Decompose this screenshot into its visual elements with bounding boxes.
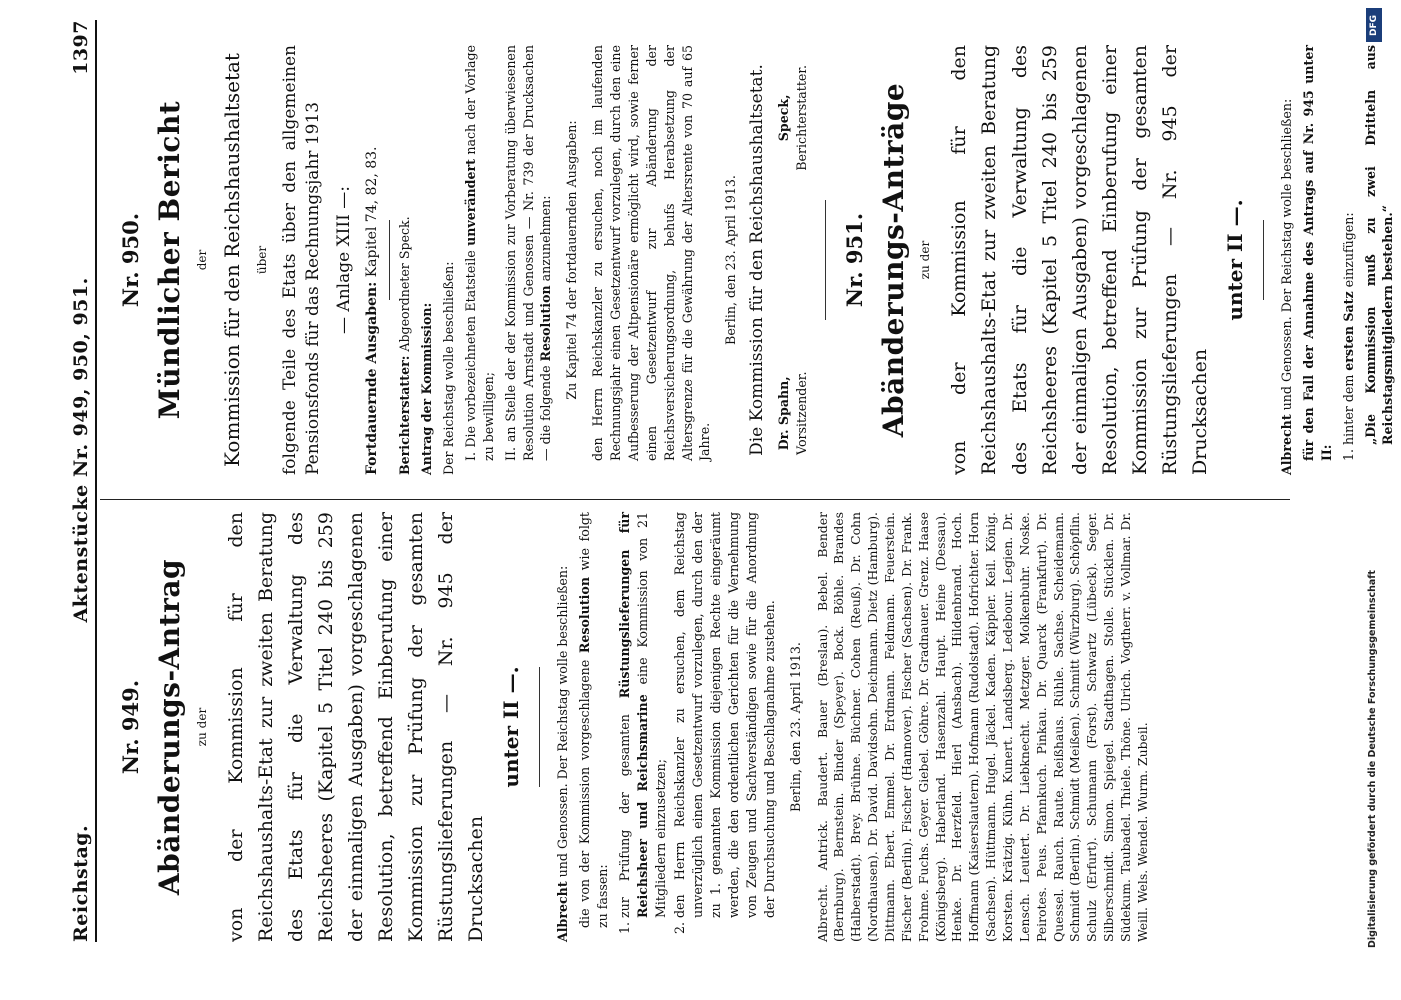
page-header — [62, 20, 92, 942]
nr-951-fall: für den Fall der Annahme des Antrags auf Nr. 945 unter II: — [1300, 45, 1334, 461]
column-divider — [100, 499, 1290, 500]
nr-950-anlage: — Anlage XIII —: — [333, 186, 354, 334]
nr-951-quote: „Die Kommission muß zu zwei Dritteln aus Reichstagsmitgliedern bestehen.“ — [1362, 45, 1396, 445]
nr-950-berichterstatter: Berichterstatter: Abgeordneter Speck. — [397, 216, 413, 475]
left-column — [110, 512, 1152, 942]
nr-950-signatures — [775, 65, 811, 455]
separator — [539, 667, 540, 787]
nr-950-kommission-sign: Die Kommission für den Reichshaushaltsetat. — [747, 64, 768, 456]
separator-3 — [825, 200, 826, 320]
signature-speck: Speck, Berichterstatter. — [776, 65, 809, 171]
right-column — [110, 45, 1401, 475]
nr-949-unter: unter II —. — [498, 666, 523, 788]
nr-949-body: von der Kommission für den Reichshaushalts-Etat zur zweiten Beratung des Etats für die Verwaltung des Reichsheeres (Kapitel 5 Titel 240 bis 259 der einmaligen Ausgaben) vorgeschlagenen Resolution, betreffend Einberufung einer Kommission zur Prüfung der gesamten Rüstungslieferungen — Nr. 945 der Drucksachen — [224, 512, 487, 942]
nr-950-fortdauernde: Fortdauernde Ausgaben: Kapitel 74, 82, 83. — [364, 146, 381, 475]
nr-951-body: von der Kommission für den Reichshaushalts-Etat zur zweiten Beratung des Etats für die Verwaltung des Reichsheeres (Kapitel 5 Titel 240 bis 259 der einmaligen Ausgaben) vorgeschlagenen Resolution, betreffend Einberufung einer Kommission zur Prüfung der gesamten Rüstungslieferungen — Nr. 945 der Drucksachen — [948, 45, 1211, 475]
nr-949-resolution-intro: die von der Kommission vorgeschlagene Resolution wie folgt zu fassen: — [577, 512, 610, 928]
nr-951-zu-der: zu der — [918, 240, 933, 280]
signature-spahn: Dr. Spahn, Vorsitzender. — [776, 371, 809, 455]
nr-950-topic: folgende Teile des Etats über den allgemeinen Pensionsfonds für das Rechnungsjahr 1913 — [279, 45, 323, 475]
nr-950-item-I: I. Die vorbezeichneten Etatsteile unverändert nach der Vorlage zu bewilligen; — [462, 45, 496, 461]
nr-949-zu-der: zu der — [194, 707, 209, 747]
nr-949-item-1: 1. zur Prüfung der gesamten Rüstungslieferungen für Reichsheer und Reichsmarine eine Kommission von 21 Mitgliedern einzusetzen; — [616, 512, 670, 918]
page-number: 1397 — [70, 20, 92, 75]
nr-950-resolution-text: den Herrn Reichskanzler zu ersuchen, noch im laufenden Rechnungsjahr einen Gesetzentwurf vorzulegen, durch den eine Aufbesserung der Altpensionäre ermöglicht wird, sowie ferner einen Gesetzentwurf zur Abänderung der Reichsversicherungsordnung, behufs Herabsetzung der Altersgrenze für die Gewährung der Altersrente von 70 auf 65 Jahre. — [590, 45, 713, 461]
nr-949-items — [616, 512, 779, 918]
nr-951-title: Abänderungs-Anträge — [876, 82, 910, 438]
separator-4 — [1263, 220, 1264, 300]
nr-950-kapitel: Zu Kapitel 74 der fortdauernden Ausgaben: — [564, 120, 580, 400]
nr-950-ueber: über — [254, 245, 269, 275]
nr-950-heading: Nr. 950. — [118, 212, 143, 308]
nr-950-kommission: Kommission für den Reichshaushaltsetat — [219, 53, 244, 467]
dfg-credit-strip — [1366, 8, 1382, 988]
nr-950-der: der — [194, 249, 209, 271]
nr-949-item-2: 2. den Herrn Reichskanzler zu ersuchen, dem Reichstag unverzüglich einen Gesetzentwurf vorzulegen, durch den der zu 1. genannten Kommission diejenigen Rechte eingeräumt werden, die den ordentlichen Gerichten für die Vernehmung von Zeugen und Sachverständigen sowie für die Anordnung der Durchsuchung und Beschlagnahme zustehen. — [671, 512, 778, 918]
nr-949-heading: Nr. 949. — [118, 679, 143, 775]
nr-950-date: Berlin, den 23. April 1913. — [723, 175, 739, 345]
dfg-logo: DFG — [1366, 8, 1382, 42]
separator-2 — [389, 220, 390, 300]
nr-949-date: Berlin, den 23. April 1913. — [787, 642, 803, 812]
nr-950-item-II: II. an Stelle der der Kommission zur Vorberatung überwiesenen Resolution Arnstadt und Genossen — Nr. 739 der Drucksachen — die folgende Resolution anzunehmen: — [502, 45, 554, 461]
header-left: Reichstag. — [70, 824, 92, 942]
header-title: Aktenstücke Nr. 949, 950, 951. — [70, 277, 92, 623]
nr-950-beschliessen: Der Reichstag wolle beschließen: — [441, 261, 457, 475]
nr-949-signers: Albrecht. Antrick. Baudert. Bauer (Breslau). Bebel. Bender (Bernburg). Bernstein. Binder (Speyer). Bock. Böhle. Brandes (Halberstadt). Brey. Brühne. Büchner. Cohen (Reuß). Dr. Cohn (Nordhausen). Dr. David. Davidsohn. Deichmann. Dietz (Hamburg). Dittmann. Ebert. Emmel. Dr. Erdmann. Feldmann. Feuerstein. Fischer (Berlin). Fischer (Hannover). Fischer (Sachsen). Dr. Frank. Frohme. Fuchs. Geyer. Giebel. Göhre. Dr. Gradnauer. Grenz. Haase (Königsberg). Haberland. Hasenzahl. Haupt. Heine (Dessau). Henke. Dr. Herzfeld. Hierl (Ansbach). Hildenbrand. Hoch. Hoffmann (Kaiserslautern). Hofmann (Rudolstadt). Hofrichter. Horn (Sachsen). Hüttmann. Hugel. Jäckel. Kaden. Käppler. Keil. König. Korsten. Krätzig. Kühn. Kunert. Landsberg. Ledebour. Legien. Dr. Lensch. Leutert. Dr. Liebknecht. Metzger. Molkenbuhr. Noske. Peirotes. Peus. Pfannkuch. Pinkau. Dr. Quarck (Frankfurt). Dr. Quessel. Rauch. Raute. Reißhaus. Rühle. Sachse. Scheidemann. Schmidt (Berlin). Schmidt (Meißen). Schmitt (Würzburg). Schöpflin. Schulz (Erfurt). Schumann (Forst). Schwartz (Lübeck). Seger. Silberschmidt. Simon. Spiegel. Stadthagen. Stolle. Stücklen. Dr. Südekum. Taubadel. Thiele. Thöne. Ulrich. Vogtherr. v. Vollmar. Dr. Weill. Wels. Wendel. Wurm. Zubeil. — [814, 512, 1150, 942]
nr-951-intro: Albrecht und Genossen. Der Reichstag wolle beschließen: — [1279, 98, 1294, 475]
dfg-credit-text: Digitalisierung gefördert durch die Deutsche Forschungsgemeinschaft — [1367, 570, 1378, 948]
nr-950-title: Mündlicher Bericht — [152, 100, 186, 420]
nr-951-unter: unter II —. — [1222, 199, 1247, 321]
nr-950-antrag-label: Antrag der Kommission: — [419, 302, 435, 475]
nr-951-heading: Nr. 951. — [841, 212, 867, 308]
nr-949-title: Abänderungs-Antrag — [152, 558, 186, 896]
header-rule — [95, 20, 97, 942]
nr-951-item-1: 1. hinter dem ersten Satz einzufügen: — [1340, 212, 1356, 461]
nr-949-intro: Albrecht und Genossen. Der Reichstag wolle beschließen: — [555, 565, 571, 942]
